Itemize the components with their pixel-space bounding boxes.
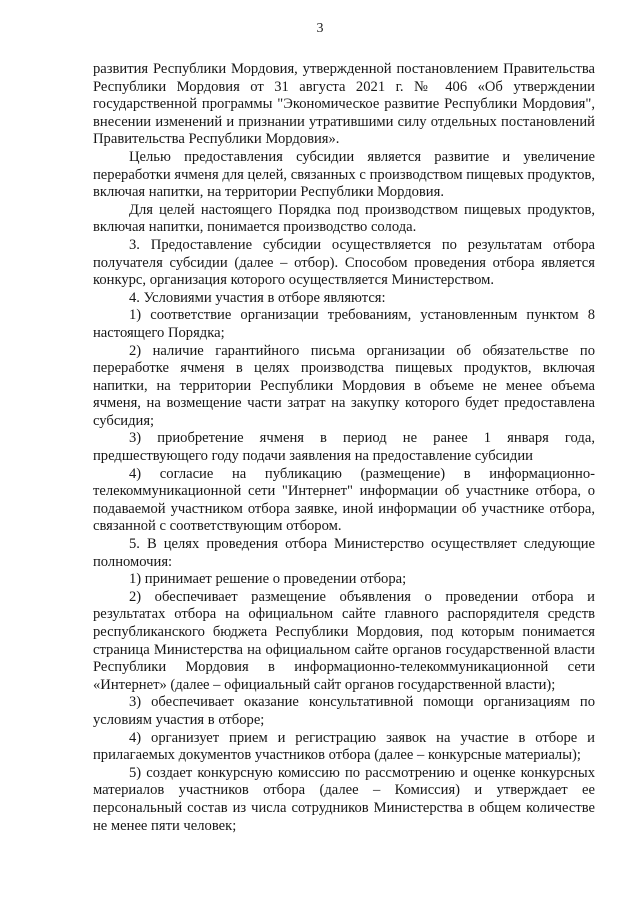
- list-item-5-1: 1) принимает решение о проведении отбора;: [129, 571, 407, 588]
- paragraph-section-5: 5. В целях проведения отбора Министерство осуществляет следующие полномочия:: [93, 536, 595, 570]
- paragraph-program-reference: развития Республики Мордовия, утвержденной постановлением Правительства Республики Мордовия от 31 августа 2021 г. № 406 «Об утверждении государственной программы "Экономическое развитие Республики Мордовия", внесении изменений и признании утратившими силу отдельных постановлений Правительства Республики Мордовия».: [93, 61, 595, 148]
- list-item-4-3: 3) приобретение ячменя в период не ранее 1 января года, предшествующего году подачи заявления на предоставление субсидии: [93, 430, 595, 465]
- paragraph-section-4: 4. Условиями участия в отборе являются:: [129, 289, 386, 306]
- list-item-5-4: 4) организует прием и регистрацию заявок на участие в отборе и прилагаемых документов участников отбора (далее – конкурсные материалы);: [93, 729, 595, 764]
- list-item-4-2: 2) наличие гарантийного письма организации об обязательстве по переработке ячменя в целях производства пищевых продуктов, включая напитки, на территории Республики Мордовия в объеме не менее объема ячменя, на возмещение части затрат на закупку которого будет предоставлена субсидия;: [93, 342, 595, 429]
- list-item-4-4: 4) согласие на публикацию (размещение) в информационно-телекоммуникационной сети "Интернет" информации об участнике отбора, о подаваемой участником отбора заявке, иной информации об участнике отбора, связанной с соответствующим отбором.: [93, 465, 595, 535]
- paragraph-section-3: 3. Предоставление субсидии осуществляется по результатам отбора получателя субсидии (далее – отбор). Способом проведения отбора является конкурс, организация которого осуществляется Министерством.: [93, 236, 595, 289]
- paragraph-subsidy-purpose: Целью предоставления субсидии является развитие и увеличение переработки ячменя для целей, связанных с производством пищевых продуктов, включая напитки, на территории Республики Мордовия.: [93, 148, 595, 201]
- document-body: [93, 61, 595, 835]
- list-item-5-5: 5) создает конкурсную комиссию по рассмотрению и оценке конкурсных материалов участников отбора (далее – Комиссия) и утверждает ее персональный состав из числа сотрудников Министерства в общем количестве не менее пяти человек;: [93, 764, 595, 834]
- list-item-5-3: 3) обеспечивает оказание консультативной помощи организациям по условиям участия в отборе;: [93, 694, 595, 728]
- list-item-5-2: 2) обеспечивает размещение объявления о проведении отбора и результатах отбора на официальном сайте главного распорядителя средств республиканского бюджета Республики Мордовия, под которым понимается страница Министерства на официальном сайте органов государственной власти Республики Мордовия в информационно-телекоммуникационной сети «Интернет» (далее – официальный сайт органов государственной власти);: [93, 588, 595, 693]
- list-item-4-1: 1) соответствие организации требованиям, установленным пунктом 8 настоящего Порядка;: [93, 307, 595, 341]
- page-number: 3: [316, 21, 324, 36]
- paragraph-food-production-definition: Для целей настоящего Порядка под производством пищевых продуктов, включая напитки, понимается производство солода.: [93, 201, 595, 236]
